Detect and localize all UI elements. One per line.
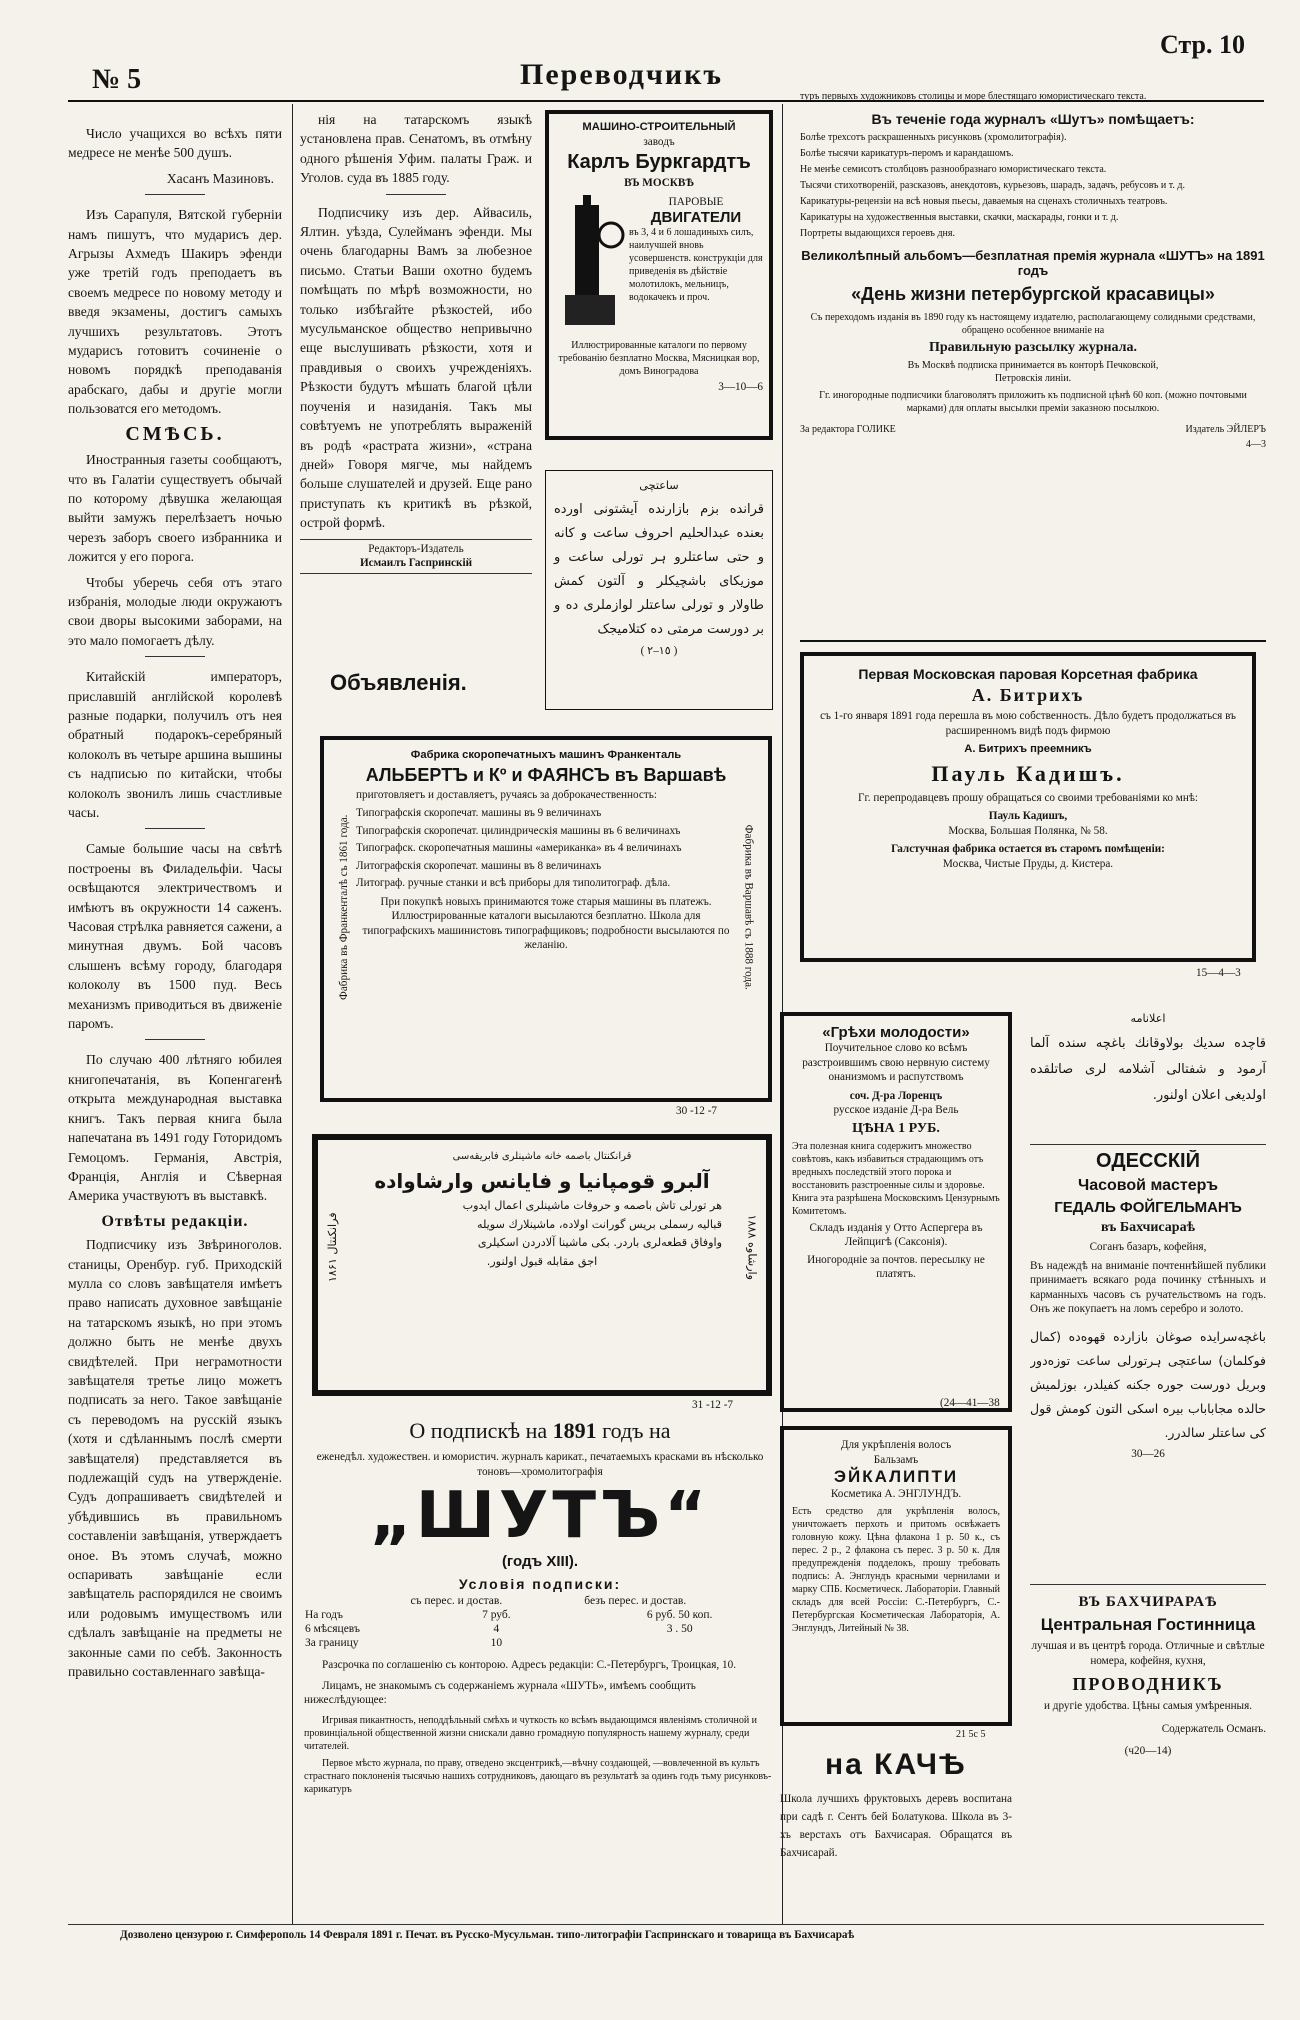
divider bbox=[300, 573, 532, 574]
column-2-text bbox=[300, 110, 532, 620]
ad-number: (24—41—38 bbox=[940, 1397, 1000, 1409]
ad-text: Лицамъ, не знакомымъ съ содержаніемъ журнала «ШУТЬ», имѣемъ сообщить нижеслѣдующее: bbox=[304, 1679, 696, 1706]
ad-central-hotel bbox=[1030, 1594, 1266, 1919]
journal-subtitle: (годъ XIII). bbox=[501, 1553, 579, 1570]
ad-number: 4—3 bbox=[1246, 439, 1266, 450]
paragraph: Изъ Сарапуля, Вятской губерніи намъ пишутъ, что мударисъ дер. Агрызы Ахмедъ Шакиръ эфенди уже третій годъ преподаетъ въ своемъ медресе по новому методу и введя экзамены, достигъ самыхъ лучшихъ результатовъ. Этотъ мударисъ готовитъ сочиненіе о новомъ порядкѣ преподаванія арабскаго, дабы и другіе могли пользоватся его методомъ. bbox=[68, 207, 282, 417]
ad-line: Для укрѣпленія волосъ bbox=[840, 1439, 952, 1451]
ad-text: Великолѣпный альбомъ—безплатная премія журнала «ШУТЪ» на 1891 годъ bbox=[801, 248, 1265, 278]
ad-line: Галстучная фабрика остается въ старомъ помѣщеніи: bbox=[891, 843, 1165, 855]
paragraph: нія на татарскомъ языкѣ установлена прав. Сенатомъ, въ отмѣну одного рѣшенія Уфим. палаты Граж. и Уголов. суда въ 1885 году. bbox=[300, 112, 532, 186]
list-item: Не менѣе семисотъ столбцовъ разнообразнаго юмористическаго текста. bbox=[800, 164, 1107, 175]
ad-text: Разсрочка по соглашенію съ конторою. Адресъ редакціи: С.-Петербургъ, Троицкая, 10. bbox=[322, 1659, 737, 1671]
list-item: Литограф. ручные станки и всѣ приборы для типолитограф. дѣла. bbox=[356, 877, 671, 889]
ad-line: Первая Московская паровая Корсетная фабрика bbox=[858, 666, 1198, 682]
divider bbox=[145, 828, 205, 829]
table-header: съ перес. и достав. bbox=[410, 1595, 503, 1607]
ad-line: Фабрика скоропечатныхъ машинъ Франкенталь bbox=[410, 749, 682, 761]
table-row bbox=[304, 1608, 776, 1622]
ad-text: Петровскія линіи. bbox=[994, 373, 1072, 384]
ad-line: ПРОВОДНИКЪ bbox=[1072, 1674, 1224, 1694]
ad-number: (ч20—14) bbox=[1124, 1745, 1172, 1757]
ad-title: на КАЧѢ bbox=[825, 1748, 967, 1781]
ad-company: А. Битрихъ bbox=[971, 685, 1085, 705]
list-item: Болѣе трехсотъ раскрашенныхъ рисунковъ (хромолитографія). bbox=[800, 132, 1067, 143]
ad-line: А. Битрихъ преемникъ bbox=[964, 743, 1092, 755]
ad-subtitle: Въ теченіе года журналъ «Шутъ» помѣщаетъ: bbox=[871, 111, 1195, 127]
ad-line: اجق مقابله قبول اولنور. bbox=[486, 1254, 598, 1268]
ad-company: Карлъ Буркгардтъ bbox=[567, 151, 751, 173]
table-cell: 10 bbox=[490, 1637, 503, 1649]
section-title-smes: СМѢСЬ. bbox=[125, 422, 225, 445]
ad-line: ПАРОВЫЕ bbox=[668, 195, 724, 208]
ad-odessa-watchmaker bbox=[1030, 1150, 1266, 1580]
ad-steam-engines bbox=[545, 110, 773, 440]
divider bbox=[145, 194, 205, 195]
ad-shut-journal bbox=[304, 1418, 776, 1914]
ad-text: и другіе удобства. Цѣны самыя умѣренныя. bbox=[1043, 1700, 1253, 1712]
ad-text: Есть средство для укрѣпленія волосъ, уничтожаетъ перхоть и притомъ освѣжаетъ головную кожу. Цѣна флакона 1 р. 50 к., съ перес. 2 р., 2 флакона съ перес. 3 р. 50 к. Для предупрежденія подделокъ, прошу требовать подпись: А. Энглундъ красными чернилами и марку СПБ. Косметическ. Лабораторіи. Главный складъ для всей Россіи: С.-Петербургъ, С.-Петербургская Косметическая Лабораторія, А. Энглундъ, Литейный № 38. bbox=[792, 1505, 1000, 1634]
ad-text: باغچەسرایدە صوغان بازاردە قهوەدە (کمال فوکلمان) ساعتچی ہرتورلی ساعت توزەدور وبریل دورست جوره جکنه کفیلدر، بوزلمیش حالده مجاباباب بیره اسکی التون کومش قول کی ساعتلر سالدرر. bbox=[1030, 1328, 1266, 1440]
ad-text: Гг. перепродавцевъ прошу обращаться со своими требованіями ко мнѣ: bbox=[858, 791, 1198, 804]
ad-text: еженедѣл. художествен. и юмористич. журналъ карикат., печатаемыхъ красками въ нѣсколько тоновъ—хромолитографія bbox=[316, 1451, 764, 1478]
ad-text: Иллюстрированные каталоги по первому требованію безплатно Москва, Мясницкая вор, домъ Виноградова bbox=[558, 339, 760, 377]
footer-imprint: Дозволено цензурою г. Симферополь 14 Февраля 1891 г. Печат. въ Русско-Мусульман. типо-литографіи Гаспринскаго и товарища въ Бахчисараѣ bbox=[120, 1929, 855, 1941]
side-text-left: فرانکنتال ۱۸۶۱ bbox=[325, 1212, 339, 1283]
ad-line: قبالیه رسملی بریس گورانت اولادە، ماشینلارك سویلە bbox=[476, 1217, 722, 1231]
ad-number: 21 5c 5 bbox=[956, 1729, 986, 1740]
section-title-answers: Отвѣты редакціи. bbox=[101, 1212, 249, 1230]
ad-line: Пауль Кадишъ, bbox=[988, 810, 1068, 822]
shut-continuation bbox=[800, 90, 1266, 630]
divider bbox=[1030, 1584, 1266, 1585]
ad-line: Часовой мастеръ bbox=[1077, 1177, 1219, 1194]
table-cell: 3 . 50 bbox=[666, 1623, 693, 1635]
ad-text: Игривая пикантность, неподдѣльный смѣхъ и чуткость ко всѣмъ выдающимся явленіямъ столичной и провинціальной общественной жизни снискали давно громадную популярность нашему журналу, среди читателей. bbox=[304, 1714, 758, 1752]
steam-engine-icon bbox=[555, 195, 625, 335]
ad-text: съ 1-го января 1891 года перешла въ мою собственность. Дѣло будетъ продолжаться въ расширенномъ видѣ подъ фирмою bbox=[820, 710, 1236, 737]
ad-line: Косметика А. ЭНГЛУНДЪ. bbox=[830, 1488, 962, 1500]
ad-title: ЭЙКАЛИПТИ bbox=[833, 1467, 959, 1486]
ad-company: АЛЬБЕРТЪ и Кº и ФАЯНСЪ въ Варшавѣ bbox=[365, 764, 727, 785]
ad-text: قراندە بزم بازارندە آیشتونی اوردە بعندە عبدالحلیم احروف ساعت و کانە و حتی ساعتلرو ہر تورلی ساعت و موزیکای باشچیکلر و آلتون کمش طاولار و تورلی ساعتلر لوازملری ده و بر دورست مرمتی ده کتلامیجک bbox=[554, 501, 764, 637]
ad-text: туръ первыхъ художниковъ столицы и море блестящаго юмористическаго текста. bbox=[800, 91, 1147, 102]
table-cell: На годъ bbox=[305, 1609, 343, 1621]
ad-company: Пауль Кадишъ. bbox=[931, 760, 1125, 786]
newspaper-title: Переводчикъ bbox=[520, 58, 723, 91]
ad-title: «Грѣхи молодости» bbox=[822, 1024, 970, 1041]
divider bbox=[145, 1039, 205, 1040]
side-text-right: وارشاوە ۱۸۸۸ bbox=[745, 1214, 759, 1281]
ad-title: ساعتچی bbox=[639, 479, 679, 492]
ad-text: Въ надеждѣ на вниманіе почтеннѣйшей публики принимаетъ всякаго рода починку стѣнныхъ и карманныхъ часовъ съ ручательствомъ на годъ. Онъ же покупаетъ на ломъ серебро и золото. bbox=[1030, 1259, 1266, 1315]
price-table bbox=[304, 1594, 776, 1650]
ad-line: соч. Д-ра Лоренцъ bbox=[849, 1089, 943, 1102]
ad-line: Москва, Чистые Пруды, д. Кистера. bbox=[942, 857, 1114, 870]
ad-line: русское изданіе Д-ра Вель bbox=[833, 1104, 959, 1116]
table-cell: 7 руб. bbox=[482, 1609, 511, 1621]
page-number: Стр. 10 bbox=[1160, 30, 1245, 59]
footer-rule bbox=[68, 1924, 1264, 1925]
ad-printing-machines bbox=[320, 736, 772, 1102]
ad-line: Москва, Большая Полянка, № 58. bbox=[948, 824, 1108, 837]
ad-line: قرانکنتال باصمه خانه ماشینلری فابریقەسی bbox=[452, 1151, 632, 1162]
ad-number: 30—26 bbox=[1131, 1447, 1165, 1460]
ad-line: Соганъ базаръ, кофейня, bbox=[1089, 1241, 1207, 1253]
list-item: Типографск. скоропечатныя машины «американка» въ 4 величинахъ bbox=[356, 842, 682, 854]
ad-text: въ 3, 4 и 6 лошадиныхъ силъ, наилучшей вновь усовершенств. конструкціи для приведенія въ дѣйствіе молотилокъ, мельницъ, водокачекъ и проч. bbox=[629, 227, 763, 303]
paragraph: По случаю 400 лѣтняго юбилея книгопечатанія, въ Копенгагенѣ открыта международная выставка книгъ. Такъ первая книга была напечатана въ 1491 году Готоридомъ Гемоцомъ. Германія, Австрія, Франція, Англія и Сѣверная Америка участвуютъ въ выставкѣ. bbox=[68, 1052, 282, 1204]
side-text-right: Фабрика въ Варшавѣ съ 1888 года. bbox=[742, 824, 755, 990]
table-cell: 6 руб. 50 коп. bbox=[646, 1609, 713, 1621]
ad-text: Школа лучшихъ фруктовыхъ деревъ воспитана при садѣ г. Сентъ бей Болатукова. Школа въ 3-хъ верстахъ отъ Бахчисарая. Обращатся въ Бахчисарай. bbox=[780, 1793, 1012, 1859]
redactor: За редактора ГОЛИКЕ bbox=[800, 424, 896, 435]
ad-line: ВЪ БАХЧИРАРАѢ bbox=[1078, 1594, 1218, 1610]
ad-text: Иногородніе за почтов. пересылку не платятъ. bbox=[807, 1253, 985, 1280]
ad-text: лучшая и въ центрѣ города. Отличные и свѣтлые номера, кофейня, кухня, bbox=[1031, 1640, 1265, 1667]
ad-text: Въ Москвѣ подписка принимается въ конторѣ Печковской, bbox=[907, 360, 1159, 371]
list-item: Портреты выдающихся героевъ дня. bbox=[800, 228, 955, 239]
list-item: Тысячи стихотвореній, разсказовъ, анекдотовъ, курьезовъ, шарадъ, задачъ, ребусовъ и т. д. bbox=[800, 180, 1185, 191]
ad-line: هر تورلی تاش باصمه و حروفات ماشینلری اعمال ایدوب bbox=[462, 1199, 722, 1212]
paragraph: Число учащихся во всѣхъ пяти медресе не менѣе 500 душъ. bbox=[68, 126, 282, 161]
publisher: Издатель ЭЙЛЕРЪ bbox=[1185, 424, 1266, 435]
signature: Хасанъ Мазиновъ. bbox=[166, 170, 274, 186]
paragraph: Подписчику изъ Звѣриноголов. станицы, Оренбур. губ. Приходскій мулла со словъ завѣщателя имѣетъ право написать духовное завѣщаніе на татарскомъ языкѣ, но при этомъ должно быть не менѣе двухъ свидѣтелей. При неграмотности завѣщателя третье лицо можетъ подписать за него. Такое завѣщаніе съ переводомъ на русскій языкъ (хотя и сдѣланнымъ послѣ смерти завѣщателя) представляется въ подлежащій судъ на утвержденіе. Судъ допрашиваетъ свидѣтелей и убѣдившись въ правильномъ составленіи завѣщанія, утверждаетъ оное. Въ этомъ случаѣ, можно оспаривать завѣщаніе если завѣщатель распорядился не своимъ или родовымъ имуществомъ или сдѣлалъ завѣщаніе на предметы не законные сами по себѣ. Законность правильно составленнаго завѣща- bbox=[68, 1237, 282, 1680]
ads-title: Объявленія. bbox=[330, 670, 467, 695]
divider bbox=[1030, 1144, 1266, 1145]
list-item: Типографскія скоропечат. машины въ 9 величинахъ bbox=[356, 807, 602, 819]
ad-number: 31 -12 -7 bbox=[692, 1399, 734, 1411]
subscription-year: 1891 bbox=[552, 1418, 597, 1443]
editor-label: Редакторъ-Издатель bbox=[368, 542, 464, 555]
editor-name: Исмаилъ Гаспринскій bbox=[359, 557, 473, 570]
ad-emphasis: Правильную разсылку журнала. bbox=[928, 340, 1138, 355]
ad-line: О подпискѣ на bbox=[409, 1418, 548, 1443]
table-cell: 6 мѣсяцевъ bbox=[305, 1623, 360, 1635]
ad-line: годъ на bbox=[602, 1418, 671, 1443]
ad-line: ОДЕССКІЙ bbox=[1096, 1150, 1200, 1172]
paragraph: Подписчику изъ дер. Айвасиль, Ялтин. уѣзда, Сулейманъ эфенди. Мы очень благодарны Вамъ за любезное письмо. Статьи Ваши охотно будемъ помѣщать по мѣрѣ возможности, но только избѣгайте рѣзкостей, ибо мусульманское общество непривычно еще выслушивать рѣзкости, хотя и правдивыя о своихъ учрежденіяхъ. Рѣзкости будутъ мѣшать благой цѣли поученія и назиданія. Такъ мы совѣтуемъ не употреблять выраженій въ родѣ «растрата жизни», «страна дней» Говоря мягче, мы найдемъ больше слушателей и друзей. Еще рано приступать къ критикѣ въ рѣзкой, острой формѣ. bbox=[300, 204, 532, 531]
ad-text: Поучительное слово ко всѣмъ разстроившимъ свою нервную систему онанизмомъ и распутствомъ bbox=[802, 1042, 990, 1083]
ad-text: Съ переходомъ изданія въ 1890 году къ настоящему издателю, располагающему солидными средствами, обращено особенное вниманіе на bbox=[810, 312, 1256, 336]
ad-text: Складъ изданія у Отто Аспергера въ Лейпцигѣ (Саксонія). bbox=[809, 1221, 983, 1248]
ad-text: При покупкѣ новыхъ принимаются тоже старыя машины въ платежъ. Иллюстрированные каталоги высылаются безплатно. Школа для типографскихъ машинистовъ типографщиковъ; подробности высылаются по желанію. bbox=[362, 895, 730, 951]
paragraph: Китайскій императоръ, приславшій англійской королевѣ разные подарки, получилъ отъ нея обратный подарокъ-серебряный колоколъ въ четыре аршина вышины съ надписью по китайски, чтобы колоколъ звонилъ лишь счастливые часы. bbox=[68, 669, 282, 820]
ad-company: ГЕДАЛЬ ФОЙГЕЛЬМАНЪ bbox=[1054, 1199, 1242, 1216]
list-item: Карикатуры на художественныя выставки, скачки, маскарады, гонки и т. д. bbox=[800, 212, 1119, 223]
list-item: Болѣе тысячи карикатуръ-перомъ и карандашомъ. bbox=[800, 148, 1014, 159]
column-rule-1 bbox=[292, 104, 293, 1924]
ad-text: Эта полезная книга содержитъ множество совѣтовъ, какъ избавиться страдающимъ отъ вредныхъ последствій этого порока и восстановить разстроенные силы и здоровье. Книга эта разрѣшена Московскимъ Цензурнымъ Комитетомъ. bbox=[792, 1140, 1000, 1217]
ad-line: заводъ bbox=[643, 135, 675, 148]
ad-title: اعلانامه bbox=[1130, 1012, 1166, 1025]
ad-number: 30 -12 -7 bbox=[676, 1105, 718, 1117]
divider bbox=[145, 656, 205, 657]
list-item: Карикатуры-рецензіи на всѣ новыя пьесы, даваемыя на сценахъ столичныхъ театровъ. bbox=[800, 196, 1168, 207]
ad-sins-of-youth bbox=[780, 1012, 1012, 1412]
ad-text: Первое мѣсто журнала, по праву, отведено эксцентрикѣ,—вѣчну создающей, —вовлеченной въ культъ страстнаго поклоненія тысячью нашихъ сотрудниковъ, дающаго въ результатѣ за одинъ годъ тьму рисунковъ-карикатуръ bbox=[304, 1757, 772, 1795]
ad-hair-balsam bbox=[780, 1426, 1012, 1726]
ad-number: 15—4—3 bbox=[1196, 967, 1241, 979]
table-header: безъ перес. и достав. bbox=[584, 1595, 687, 1607]
ad-company: Центральная Гостинница bbox=[1040, 1615, 1256, 1634]
ad-line: واوفاق قطعەلری باردر. بکی ماشینا آلادردن اسکیلری bbox=[477, 1236, 722, 1249]
journal-title: „ШУТЪ“ bbox=[369, 1479, 711, 1553]
divider bbox=[800, 640, 1266, 642]
ad-line: МАШИНО-СТРОИТЕЛЬНЫЙ bbox=[582, 121, 736, 133]
paragraph: Самые большие часы на свѣтѣ построены въ Филадельфіи. Часы освѣщаются электричествомъ и имѣютъ въ окружности 14 саженъ. Часовая стрѣлка равняется сажени, а минутная двумъ. Бой часовъ слышенъ всѣму городу, благодаря колоколу въ 1500 пуд. Весь механизмъ приводиться въ движеніе паромъ. bbox=[68, 841, 282, 1032]
issue-number: № 5 bbox=[92, 64, 142, 95]
ad-watchmaker-arabic bbox=[545, 470, 773, 710]
ad-text: قاچده سدیك بولاوقانك باغچه سنده آلما آرمود و شفتالی آشلامه لری صاتلقده اولدیغی اعلان اولنور. bbox=[1030, 1035, 1266, 1103]
ad-line: Бальзамъ bbox=[873, 1453, 919, 1466]
ad-title: ДВИГАТЕЛИ bbox=[650, 209, 742, 226]
ad-printing-machines-arabic bbox=[312, 1134, 772, 1396]
paragraph: Иностранныя газеты сообщаютъ, что въ Галатіи существуетъ обычай по которому дѣвушка желающая выйти замужъ перелѣзаетъ ночью черезъ заборъ своего избранника и ложится у его порога. bbox=[68, 452, 282, 565]
ad-number: 3—10—6 bbox=[718, 380, 763, 393]
divider bbox=[386, 194, 446, 195]
ad-title: «День жизни петербургской красавицы» bbox=[851, 284, 1215, 304]
ad-number: ( ١٥–٢ ) bbox=[640, 644, 678, 657]
list-item: Литографскія скоропечат. машины въ 8 величинахъ bbox=[356, 859, 602, 872]
price-label: ЦѢНА 1 РУБ. bbox=[852, 1120, 940, 1136]
divider bbox=[300, 539, 532, 540]
conditions-title: Условія подписки: bbox=[458, 1576, 622, 1592]
ad-text: Гг. иногородные подписчики благоволятъ приложить къ подписной цѣнѣ 60 коп. (можно почтовыми марками) для оплаты высылки преміи заказною посылкою. bbox=[819, 390, 1247, 414]
ad-text: приготовляетъ и доставляетъ, ручаясь за доброкачественность: bbox=[356, 788, 657, 801]
table-cell: За границу bbox=[305, 1637, 359, 1649]
list-item: Типографскія скоропечат. цилиндрическія машины въ 6 величинахъ bbox=[356, 824, 681, 837]
side-text-left: Фабрика въ Франкенталѣ съ 1861 года. bbox=[337, 814, 350, 1000]
ad-line: ВЪ МОСКВѢ bbox=[624, 177, 694, 189]
ad-kach-orchard bbox=[780, 1748, 1012, 1918]
table-row bbox=[304, 1622, 776, 1636]
paragraph: Чтобы уберечь себя отъ этаго избранія, молодые люди окружаютъ свои дворы высокими заборами, на это мало помогаетъ дѣлу. bbox=[68, 574, 282, 648]
ad-line: въ Бахчисараѣ bbox=[1101, 1220, 1195, 1235]
ad-orchard-arabic bbox=[1030, 1012, 1266, 1142]
ad-line: Содержатель Османъ. bbox=[1161, 1722, 1266, 1735]
column-1 bbox=[68, 124, 282, 1924]
table-row bbox=[304, 1636, 776, 1650]
table-cell: 4 bbox=[493, 1623, 500, 1635]
ad-company: آلبرو قومپانیا و فایانس وارشاواده bbox=[374, 1169, 710, 1193]
ad-corset-factory bbox=[800, 652, 1256, 962]
